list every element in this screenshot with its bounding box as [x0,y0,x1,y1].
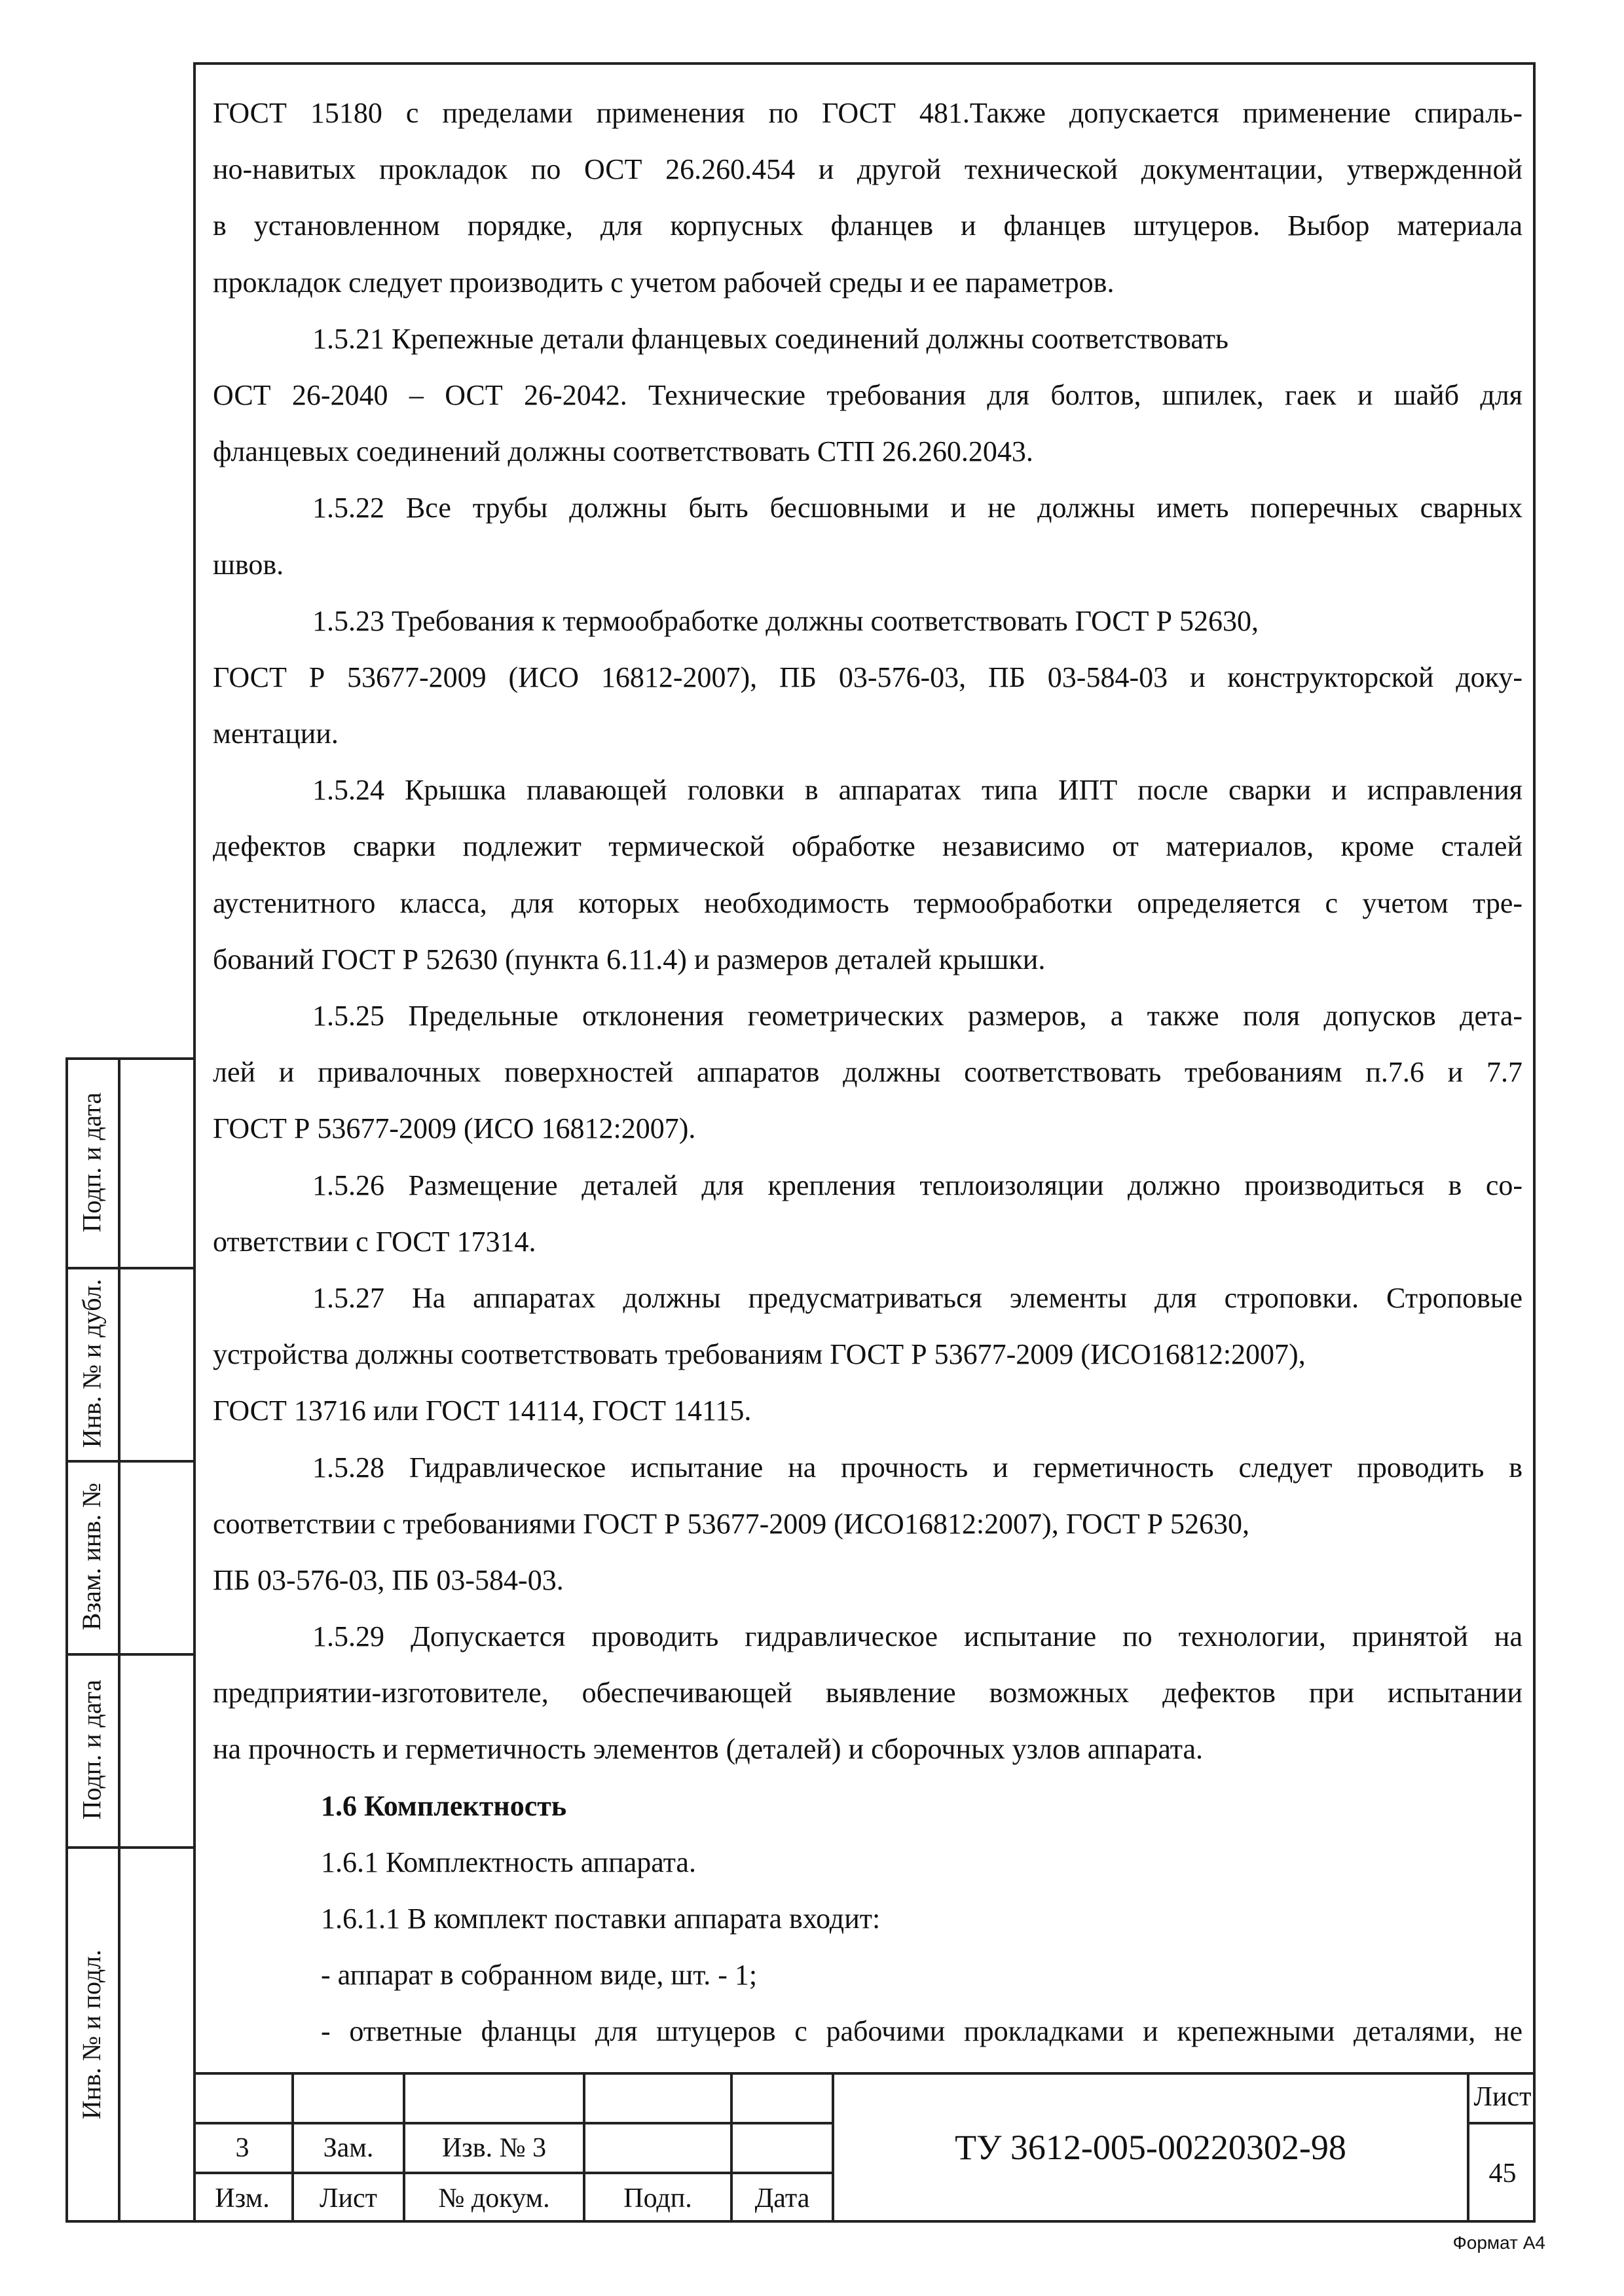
text-line: дефектов сварки подлежит термической обработке независимо от материалов, кроме сталей [213,830,1522,863]
text-line: 1.5.29 Допускается проводить гидравлическое испытание по технологии, принятой на [312,1620,1522,1653]
text-line: ГОСТ 15180 с пределами применения по ГОСТ 481.Также допускается применение спираль- [213,97,1522,129]
sidebar-cell [65,1846,118,2223]
text-line: ментации. [213,718,339,750]
text-line: аустенитного класса, для которых необходимость термообработки определяется с учетом тре- [213,886,1522,919]
sidebar-label: Инв. № и подл. [77,1949,107,2120]
sidebar-cell [65,1653,118,1846]
title-block [193,2072,1536,2223]
text-line: в установленном порядке, для корпусных фланцев и фланцев штуцеров. Выбор материала [213,210,1522,242]
sidebar-label: Подп. и дата [77,1679,107,1820]
sheet-label: Лист [1473,2082,1532,2112]
change-type: Зам. [323,2133,374,2163]
text-line: 1.6.1 Комплектность аппарата. [321,1846,696,1878]
text-line: 1.5.27 На аппаратах должны предусматриваться элементы для строповки. Строповые [312,1281,1522,1314]
text-line: ГОСТ Р 53677-2009 (ИСО 16812-2007), ПБ 03-576-03, ПБ 03-584-03 и конструкторской доку- [213,661,1522,693]
text-line: 1.5.23 Требования к термообработке должны соответствовать ГОСТ Р 52630, [312,604,1259,637]
sidebar-stamp [65,1057,193,2223]
text-line: 1.5.25 Предельные отклонения геометрических размеров, а также поля допусков дета- [312,1000,1522,1032]
text-line: ПБ 03-576-03, ПБ 03-584-03. [213,1563,564,1596]
header-signature: Подп. [623,2183,692,2214]
text-line: ГОСТ Р 53677-2009 (ИСО 16812:2007). [213,1112,696,1145]
text-line: 1.5.28 Гидравлическое испытание на прочность и герметичность следует проводить в [312,1451,1522,1484]
text-line: 1.5.26 Размещение деталей для крепления теплоизоляции должно производиться в со- [312,1169,1522,1201]
header-date: Дата [754,2183,810,2214]
text-line: фланцевых соединений должны соответствовать СТП 26.260.2043. [213,435,1033,468]
text-line: 1.5.22 Все трубы должны быть бесшовными и не должны иметь поперечных сварных [312,492,1522,524]
text-line: - ответные фланцы для штуцеров с рабочими прокладками и крепежными деталями, не [321,2015,1522,2048]
text-line: швов. [213,548,284,581]
text-line: но-навитых прокладок по ОСТ 26.260.454 и другой технической документации, утвержденной [213,153,1522,186]
text-line: 1.6.1.1 В комплект поставки аппарата входит: [321,1903,881,1935]
text-line: - аппарат в собранном виде, шт. - 1; [321,1959,758,1992]
change-number: 3 [235,2133,249,2163]
sidebar-label: Инв. № и дубл. [77,1279,107,1448]
sidebar-label: Подп. и дата [77,1092,107,1232]
header-izm: Изм. [215,2183,270,2214]
sidebar-cell [65,1057,118,1267]
text-line: ГОСТ 13716 или ГОСТ 14114, ГОСТ 14115. [213,1394,752,1427]
sidebar-cell [65,1460,118,1653]
text-line: предприятии-изготовителе, обеспечивающей выявление возможных дефектов при испытании [213,1677,1522,1709]
text-line: прокладок следует производить с учетом рабочей среды и ее параметров. [213,266,1115,299]
text-line: бований ГОСТ Р 52630 (пункта 6.11.4) и размеров деталей крышки. [213,943,1046,975]
sidebar-cell [65,1267,118,1460]
text-line: 1.5.21 Крепежные детали фланцевых соединений должны соответствовать [312,322,1228,355]
notice-number: Изв. № 3 [441,2133,547,2163]
text-line: устройства должны соответствовать требованиям ГОСТ Р 53677-2009 (ИСО16812:2007), [213,1338,1306,1371]
header-doc-number: № докум. [438,2183,550,2214]
text-line: соответствии с требованиями ГОСТ Р 53677-2009 (ИСО16812:2007), ГОСТ Р 52630, [213,1507,1250,1540]
sidebar-label: Взам. инв. № [77,1482,107,1631]
section-heading: 1.6 Комплектность [321,1789,567,1822]
text-line: лей и привалочных поверхностей аппаратов должны соответствовать требованиям п.7.6 и 7.7 [213,1056,1522,1089]
text-line: ответствии с ГОСТ 17314. [213,1225,536,1258]
sheet-number: 45 [1488,2159,1517,2189]
header-list: Лист [320,2183,377,2214]
format-label: Формат А4 [1452,2232,1545,2253]
text-line: 1.5.24 Крышка плавающей головки в аппаратах типа ИПТ после сварки и исправления [312,774,1522,807]
body-text [213,85,1522,2060]
text-line: ОСТ 26-2040 – ОСТ 26-2042. Технические требования для болтов, шпилек, гаек и шайб для [213,378,1522,411]
text-line: на прочность и герметичность элементов (деталей) и сборочных узлов аппарата. [213,1733,1204,1766]
document-code: ТУ 3612-005-00220302-98 [955,2128,1346,2167]
